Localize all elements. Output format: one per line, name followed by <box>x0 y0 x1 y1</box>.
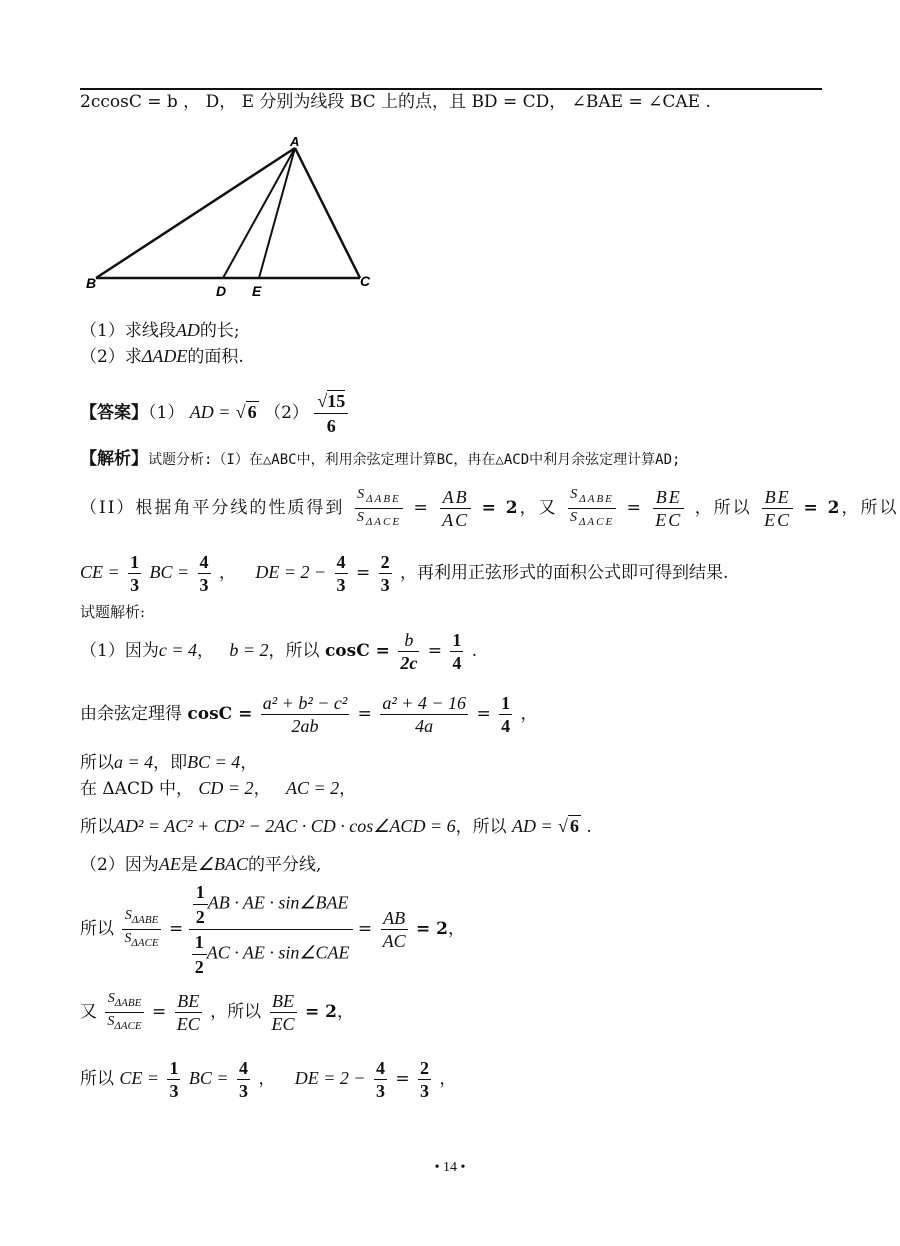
solution-line-3: 所以a = 4，即BC = 4， <box>80 752 258 773</box>
solution-line-5: 所以AD² = AC² + CD² − 2AC · CD · cos∠ACD = 6，所以 AD = √ 6 . <box>80 816 592 837</box>
analysis-line-2: （II）根据角平分线的性质得到 $\frac{S_{\Delta ABE}}{S_{\Delta ACE}}$ = $\frac{AB}{AC}$ = 2，又 $\frac{S_{\Delta ABE}}{S_{\Delta ACE}}$ = $\frac{BE}{EC}$ ，所以 $\frac{BE}{EC}$ = 2，所以 <box>80 487 899 530</box>
solution-line-1: （1）因为c = 4， b = 2，所以 cosC = $\frac{b}{2c}$ = $\frac{1}{4}$ . <box>80 630 478 673</box>
segment-AC <box>295 148 360 278</box>
analysis-line-3: CE = $\frac{1}{3}$ BC = $\frac{4}{3}$ ， DE = 2 − $\frac{4}{3}$ = $\frac{2}{3}$ ，再利用正弦形式的面积公式即可得到结果. <box>80 552 729 595</box>
solution-line-9: 所以 CE = $\frac{1}{3}$ BC = $\frac{4}{3}$ ， DE = 2 − $\frac{4}{3}$ = $\frac{2}{3}$ ， <box>80 1058 457 1101</box>
page-number: • 14 • <box>434 1160 466 1175</box>
solution-label: 试题解析: <box>80 603 146 621</box>
solution-line-2: 由余弦定理得 cosC = $\frac{\text{a² + b² − c²}}{2ab}$ = $\frac{\text{a² + 4 − 16}}{4a}$ = $\frac{1}{4}$ ， <box>80 693 538 736</box>
triangle-figure <box>82 128 382 303</box>
header-line: 2ccosC = b ， D， E 分别为线段 BC 上的点，且 BD = CD， ∠BAE = ∠CAE . <box>80 92 711 112</box>
label-C: C <box>360 273 371 289</box>
solution-line-6: （2）因为AE是∠BAC的平分线, <box>80 854 322 875</box>
answer-line: 【答案】（1） AD = √ 6 （2） $\frac{√15}{6}$ <box>80 388 348 438</box>
label-E: E <box>252 283 262 299</box>
header-rule <box>80 88 822 90</box>
sine-area-fraction: $\frac{1}{2}$ AB · AE · sin∠BAE $\frac{1}{2}$ AC · AE · sin∠CAE <box>189 880 353 979</box>
analysis-line-1: 【解析】试题分析:（I）在△ABC中，利用余弦定理计算BC，冉在△ACD中利月余弦定理计算AD; <box>80 449 681 469</box>
label-A: A <box>290 134 300 149</box>
solution-line-7: 所以 $\frac{S_{\Delta ABE}}{S_{\Delta ACE}}$ = $\frac{1}{2}$ AB · AE · sin∠BAE $\frac{1}{2}$ AC · AE · sin∠CAE = $\frac{AB}{AC}$ = 2， <box>80 882 465 977</box>
answer-part2-fraction: $\frac{√15}{6}$ <box>314 389 348 438</box>
question-2: （2）求ΔADE的面积. <box>80 346 244 367</box>
solution-line-8: 又 $\frac{S_{\Delta ABE}}{S_{\Delta ACE}}$ = $\frac{BE}{EC}$ ，所以 $\frac{BE}{EC}$ = 2， <box>80 991 354 1034</box>
label-D: D <box>216 283 227 299</box>
question-1: （1）求线段AD的长; <box>80 320 240 341</box>
segment-AD <box>223 148 295 278</box>
label-B: B <box>86 275 97 291</box>
solution-line-4: 在 ΔACD 中， CD = 2， AC = 2， <box>80 778 357 799</box>
